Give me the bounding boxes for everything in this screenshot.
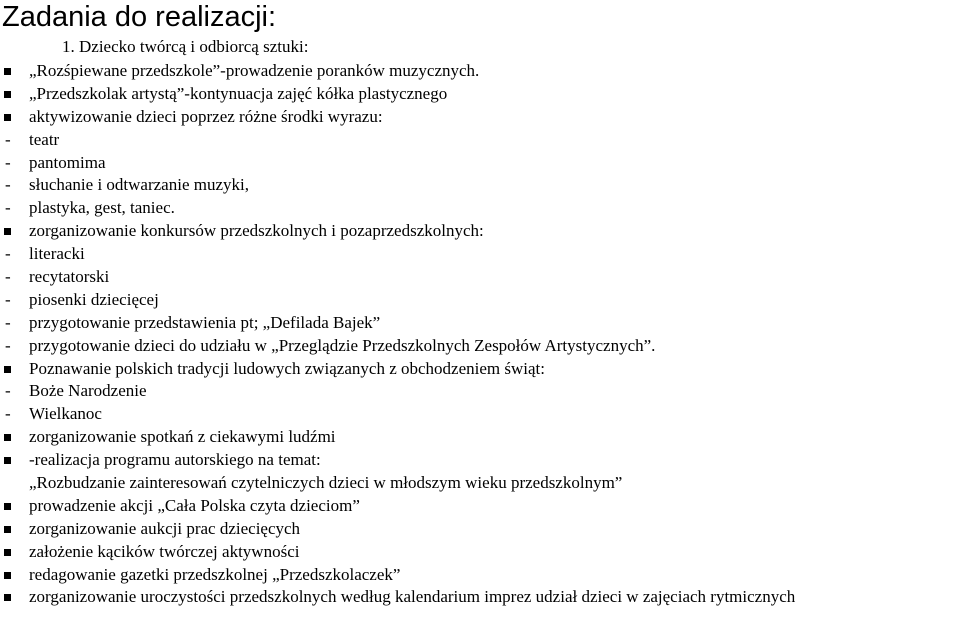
list-item-text: zorganizowanie aukcji prac dziecięcych bbox=[29, 518, 301, 538]
square-bullet-icon bbox=[3, 586, 17, 609]
square-bullet-icon bbox=[3, 60, 17, 83]
list-item-text: założenie kącików twórczej aktywności bbox=[29, 541, 300, 561]
dash-marker bbox=[3, 289, 17, 312]
list-item-text: redagowanie gazetki przedszkolnej „Przedszkolaczek” bbox=[29, 564, 401, 584]
square-bullet-icon bbox=[3, 83, 17, 106]
square-bullet-icon bbox=[3, 358, 17, 381]
list-item bbox=[0, 266, 960, 289]
list-item-text: literacki bbox=[29, 244, 85, 264]
dash-marker bbox=[3, 403, 17, 426]
list-item bbox=[0, 220, 960, 243]
list-item bbox=[0, 518, 960, 541]
list-item-text: aktywizowanie dzieci poprzez różne środki wyrazu: bbox=[29, 106, 383, 126]
dash-marker bbox=[3, 174, 17, 197]
list-item-text: plastyka, gest, taniec. bbox=[29, 198, 175, 218]
list-item-text: zorganizowanie spotkań z ciekawymi ludźmi bbox=[29, 427, 336, 447]
list-item bbox=[0, 426, 960, 449]
square-bullet-icon bbox=[3, 449, 17, 472]
list-item-text: słuchanie i odtwarzanie muzyki, bbox=[29, 175, 249, 195]
list-item-text: „Przedszkolak artystą”-kontynuacja zajęć kółka plastycznego bbox=[29, 83, 448, 103]
list-item bbox=[0, 449, 960, 472]
square-bullet-icon bbox=[3, 426, 17, 449]
square-bullet-icon bbox=[3, 106, 17, 129]
dash-marker bbox=[3, 312, 17, 335]
page-title: Zadania do realizacji: bbox=[2, 1, 277, 33]
list-item-text: piosenki dziecięcej bbox=[29, 289, 159, 309]
square-bullet-icon bbox=[3, 495, 17, 518]
list-item bbox=[0, 106, 960, 129]
list-item bbox=[0, 289, 960, 312]
dash-marker bbox=[3, 129, 17, 152]
list-item-text: przygotowanie przedstawienia pt; „Defilada Bajek” bbox=[29, 312, 381, 332]
list-item-text: teatr bbox=[29, 129, 60, 149]
list-item-text: Wielkanoc bbox=[29, 404, 102, 424]
list-item bbox=[0, 495, 960, 518]
list-item-text: -realizacja programu autorskiego na temat: bbox=[29, 450, 321, 470]
dash-marker bbox=[3, 197, 17, 220]
dash-marker bbox=[3, 335, 17, 358]
list-item bbox=[0, 380, 960, 403]
list-item bbox=[0, 472, 960, 495]
list-item-text: „Rozśpiewane przedszkole”-prowadzenie poranków muzycznych. bbox=[29, 61, 480, 80]
list-item-text: prowadzenie akcji „Cała Polska czyta dzieciom” bbox=[29, 495, 360, 515]
list-item-text: „Rozbudzanie zainteresowań czytelniczych dzieci w młodszym wieku przedszkolnym” bbox=[29, 473, 623, 493]
list-item bbox=[0, 197, 960, 220]
list-item bbox=[0, 403, 960, 426]
list-item-text: recytatorski bbox=[29, 267, 110, 287]
square-bullet-icon bbox=[3, 564, 17, 587]
dash-marker bbox=[3, 152, 17, 175]
section-subtitle: 1. Dziecko twórcą i odbiorcą sztuki: bbox=[62, 37, 309, 56]
square-bullet-icon bbox=[3, 541, 17, 564]
list-item bbox=[0, 152, 960, 175]
square-bullet-icon bbox=[3, 220, 17, 243]
dash-marker bbox=[3, 243, 17, 266]
list-item bbox=[0, 83, 960, 106]
list-item bbox=[0, 60, 960, 83]
list-item bbox=[0, 335, 960, 358]
task-list bbox=[0, 60, 960, 609]
list-item-text: zorganizowanie konkursów przedszkolnych i pozaprzedszkolnych: bbox=[29, 221, 484, 241]
list-item-text: Poznawanie polskich tradycji ludowych związanych z obchodzeniem świąt: bbox=[29, 358, 545, 378]
list-item bbox=[0, 586, 960, 609]
list-item bbox=[0, 129, 960, 152]
dash-marker bbox=[3, 380, 17, 403]
list-item bbox=[0, 358, 960, 381]
list-item-text: pantomima bbox=[29, 152, 106, 172]
list-item-text: Boże Narodzenie bbox=[29, 381, 147, 401]
list-item bbox=[0, 312, 960, 335]
list-item bbox=[0, 174, 960, 197]
list-item bbox=[0, 564, 960, 587]
list-item bbox=[0, 541, 960, 564]
list-item bbox=[0, 243, 960, 266]
square-bullet-icon bbox=[3, 518, 17, 541]
list-item-text: przygotowanie dzieci do udziału w „Przeglądzie Przedszkolnych Zespołów Artystycznych”. bbox=[29, 335, 656, 355]
dash-marker bbox=[3, 266, 17, 289]
list-item-text: zorganizowanie uroczystości przedszkolnych według kalendarium imprez udział dzieci w zajęciach rytmicznych bbox=[29, 587, 796, 607]
